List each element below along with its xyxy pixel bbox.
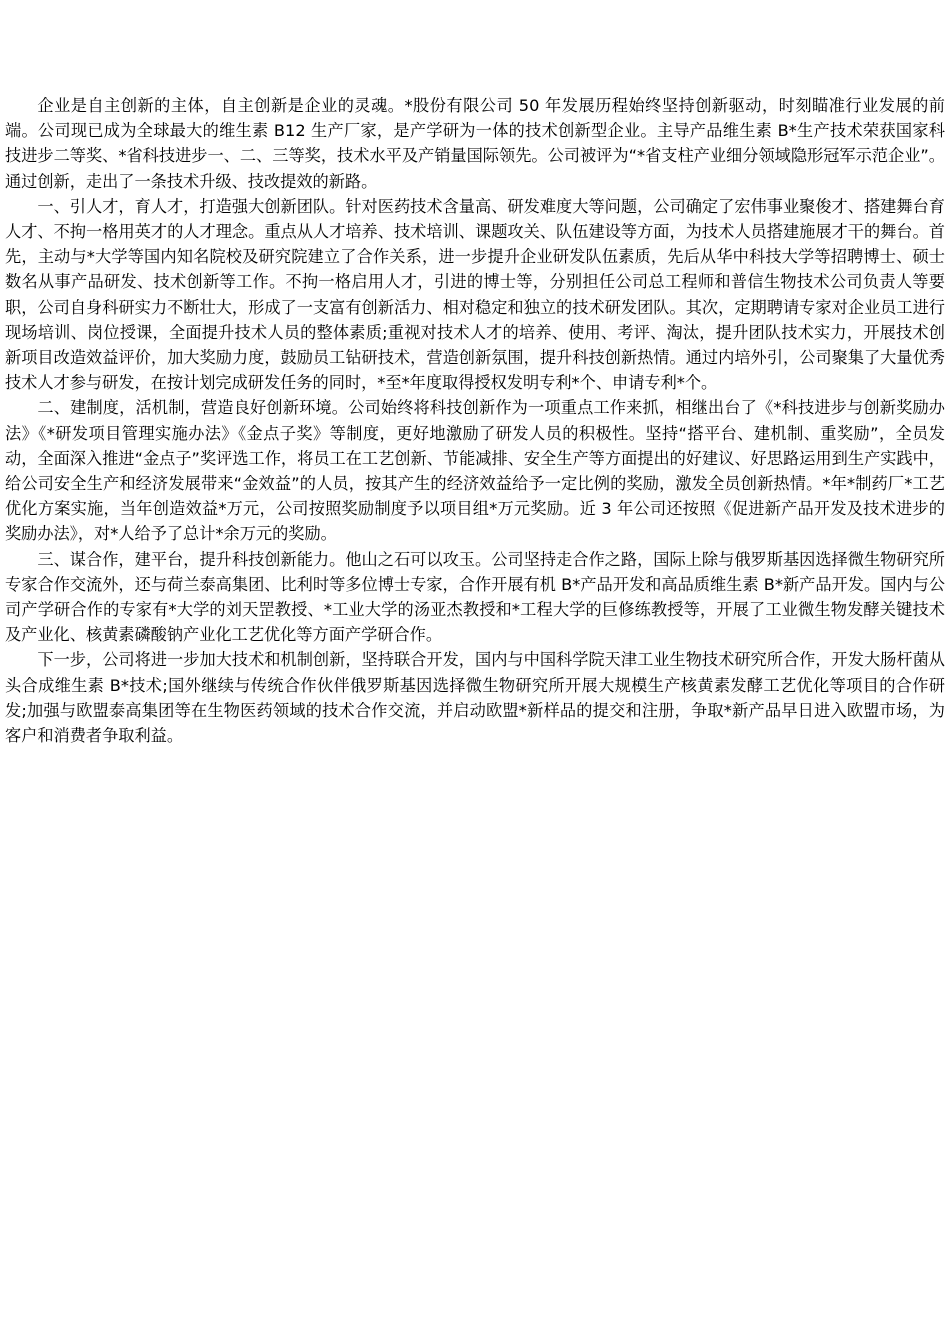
document-body (5, 93, 945, 748)
paragraph-mechanism: 二、建制度，活机制，营造良好创新环境。公司始终将科技创新作为一项重点工作来抓，相继出台了《*科技进步与创新奖励办法》《*研发项目管理实施办法》《金点子奖》等制度，更好地激励了研发人员的积极性。坚持“搭平台、建机制、重奖励”，全员发动，全面深入推进“金点子”奖评选工作，将员工在工艺创新、节能减排、安全生产等方面提出的好建议、好思路运用到生产实践中，给公司安全生产和经济发展带来“金效益”的人员，按其产生的经济效益给予一定比例的奖励，激发全员创新热情。*年*制药厂*工艺优化方案实施，当年创造效益*万元，公司按照奖励制度予以项目组*万元奖励。近 3 年公司还按照《促进新产品开发及技术进步的奖励办法》，对*人给予了总计*余万元的奖励。 (5, 398, 945, 544)
paragraph-next-step: 下一步，公司将进一步加大技术和机制创新，坚持联合开发，国内与中国科学院天津工业生物技术研究所合作，开发大肠杆菌从头合成维生素 B*技术;国外继续与传统合作伙伴俄罗斯基因选择微生物研究所开展大规模生产核黄素发酵工艺优化等项目的合作研发;加强与欧盟泰高集团等在生物医药领域的技术合作交流，并启动欧盟*新样品的提交和注册，争取*新产品早日进入欧盟市场，为客户和消费者争取利益。 (5, 650, 945, 746)
paragraph-talent: 一、引人才，育人才，打造强大创新团队。针对医药技术含量高、研发难度大等问题，公司确定了宏伟事业聚俊才、搭建舞台育人才、不拘一格用英才的人才理念。重点从人才培养、技术培训、课题攻关、队伍建设等方面，为技术人员搭建施展才干的舞台。首先，主动与*大学等国内知名院校及研究院建立了合作关系，进一步提升企业研发队伍素质，先后从华中科技大学等招聘博士、硕士数名从事产品研发、技术创新等工作。不拘一格启用人才，引进的博士等，分别担任公司总工程师和普信生物技术公司负责人等要职，公司自身科研实力不断壮大，形成了一支富有创新活力、相对稳定和独立的技术研发团队。其次，定期聘请专家对企业员工进行现场培训、岗位授课，全面提升技术人员的整体素质;重视对技术人才的培养、使用、考评、淘汰，提升团队技术实力，开展技术创新项目改造效益评价，加大奖励力度，鼓励员工钻研技术，营造创新氛围，提升科技创新热情。通过内培外引，公司聚集了大量优秀技术人才参与研发，在按计划完成研发任务的同时，*至*年度取得授权发明专利*个、申请专利*个。 (5, 196, 945, 393)
paragraph-cooperation: 三、谋合作，建平台，提升科技创新能力。他山之石可以攻玉。公司坚持走合作之路，国际上除与俄罗斯基因选择微生物研究所专家合作交流外，还与荷兰泰高集团、比利时等多位博士专家，合作开展有机 B*产品开发和高品质维生素 B*新产品开发。国内与公司产学研合作的专家有*大学的刘天罡教授、*工业大学的汤亚杰教授和*工程大学的巨修练教授等，开展了工业微生物发酵关键技术及产业化、核黄素磷酸钠产业化工艺优化等方面产学研合作。 (5, 549, 945, 645)
paragraph-intro: 企业是自主创新的主体，自主创新是企业的灵魂。*股份有限公司 50 年发展历程始终坚持创新驱动，时刻瞄准行业发展的前端。公司现已成为全球最大的维生素 B12 生产厂家，是产学研为一体的技术创新型企业。主导产品维生素 B*生产技术荣获国家科技进步二等奖、*省科技进步一、二、三等奖，技术水平及产销量国际领先。公司被评为“*省支柱产业细分领域隐形冠军示范企业”。通过创新，走出了一条技术升级、技改提效的新路。 (5, 96, 945, 191)
